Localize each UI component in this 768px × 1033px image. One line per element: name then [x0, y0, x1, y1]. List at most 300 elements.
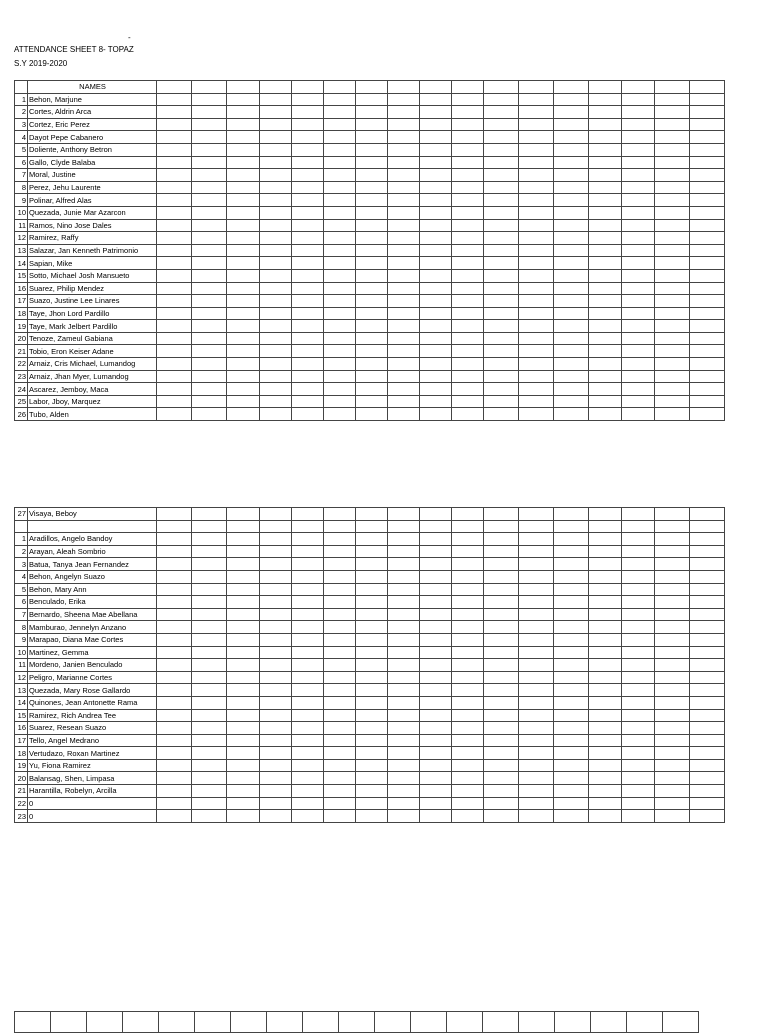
attendance-cell: [292, 81, 324, 94]
student-name: Taye, Mark Jelbert Pardillo: [28, 320, 157, 333]
student-name: Yu, Fiona Ramirez: [28, 759, 157, 772]
attendance-cell: [452, 608, 484, 621]
attendance-cell: [388, 257, 420, 270]
attendance-cell: [324, 533, 356, 546]
school-year: S.Y 2019-2020: [14, 59, 68, 68]
attendance-cell: [292, 797, 324, 810]
attendance-cell: [690, 545, 725, 558]
attendance-cell: [452, 797, 484, 810]
attendance-cell: [157, 583, 192, 596]
attendance-cell: [324, 181, 356, 194]
table-row: [15, 232, 725, 245]
attendance-cell: [388, 747, 420, 760]
row-number: 20: [15, 772, 28, 785]
attendance-cell: [452, 747, 484, 760]
attendance-cell: [356, 722, 388, 735]
row-number: 16: [15, 722, 28, 735]
attendance-cell: [589, 181, 622, 194]
attendance-cell: [157, 747, 192, 760]
attendance-cell: [420, 345, 452, 358]
attendance-cell: [388, 659, 420, 672]
attendance-cell: [519, 131, 554, 144]
attendance-cell: [420, 395, 452, 408]
attendance-cell: [260, 93, 292, 106]
attendance-cell: [690, 570, 725, 583]
attendance-cell: [555, 1012, 591, 1033]
attendance-cell: [484, 370, 519, 383]
attendance-cell: [356, 194, 388, 207]
row-number: 19: [15, 320, 28, 333]
attendance-cell: [655, 370, 690, 383]
student-name: Tobio, Eron Keiser Adane: [28, 345, 157, 358]
attendance-cell: [388, 118, 420, 131]
attendance-cell: [157, 295, 192, 308]
attendance-cell: [554, 156, 589, 169]
student-name: Salazar, Jan Kenneth Patrimonio: [28, 244, 157, 257]
attendance-cell: [589, 232, 622, 245]
attendance-cell: [231, 1012, 267, 1033]
attendance-cell: [420, 785, 452, 798]
attendance-cell: [420, 143, 452, 156]
table-row: [15, 320, 725, 333]
attendance-cell: [292, 583, 324, 596]
attendance-cell: [589, 684, 622, 697]
table-row: [15, 383, 725, 396]
attendance-cell: [356, 408, 388, 421]
attendance-cell: [484, 608, 519, 621]
next-page-table-edge: [14, 1011, 699, 1033]
table-row: [15, 244, 725, 257]
attendance-cell: [157, 370, 192, 383]
attendance-cell: [589, 671, 622, 684]
attendance-cell: [388, 633, 420, 646]
attendance-cell: [227, 143, 260, 156]
attendance-cell: [589, 709, 622, 722]
attendance-cell: [260, 722, 292, 735]
attendance-cell: [622, 558, 655, 571]
attendance-cell: [192, 646, 227, 659]
header-row: [15, 81, 725, 94]
attendance-cell: [519, 358, 554, 371]
attendance-cell: [519, 169, 554, 182]
attendance-cell: [519, 759, 554, 772]
attendance-cell: [157, 156, 192, 169]
attendance-cell: [452, 545, 484, 558]
attendance-cell: [388, 709, 420, 722]
attendance-cell: [589, 257, 622, 270]
attendance-cell: [292, 722, 324, 735]
attendance-cell: [356, 709, 388, 722]
attendance-cell: [192, 533, 227, 546]
attendance-cell: [655, 596, 690, 609]
attendance-cell: [484, 345, 519, 358]
row-number: 4: [15, 570, 28, 583]
attendance-cell: [192, 684, 227, 697]
student-name: Benculado, Erika: [28, 596, 157, 609]
attendance-cell: [655, 633, 690, 646]
student-name: Sapian, Mike: [28, 257, 157, 270]
attendance-cell: [622, 772, 655, 785]
attendance-cell: [420, 194, 452, 207]
attendance-cell: [554, 696, 589, 709]
table-row: [15, 533, 725, 546]
boys-attendance-table: [14, 80, 725, 421]
attendance-cell: [452, 370, 484, 383]
attendance-cell: [192, 244, 227, 257]
attendance-cell: [292, 345, 324, 358]
attendance-cell: [260, 797, 292, 810]
attendance-cell: [690, 596, 725, 609]
attendance-cell: [356, 131, 388, 144]
attendance-cell: [690, 395, 725, 408]
attendance-cell: [292, 169, 324, 182]
student-name: Moral, Justine: [28, 169, 157, 182]
attendance-cell: [324, 156, 356, 169]
attendance-cell: [227, 508, 260, 521]
attendance-cell: [554, 320, 589, 333]
attendance-cell: [388, 232, 420, 245]
table-row: [15, 307, 725, 320]
attendance-cell: [356, 621, 388, 634]
attendance-cell: [292, 206, 324, 219]
attendance-cell: [554, 219, 589, 232]
attendance-cell: [356, 608, 388, 621]
student-name: Labor, Jboy, Marquez: [28, 395, 157, 408]
attendance-cell: [452, 570, 484, 583]
attendance-cell: [388, 143, 420, 156]
student-name: [28, 520, 157, 533]
attendance-cell: [356, 282, 388, 295]
attendance-cell: [655, 508, 690, 521]
attendance-cell: [324, 508, 356, 521]
attendance-cell: [192, 269, 227, 282]
attendance-cell: [227, 608, 260, 621]
attendance-cell: [157, 533, 192, 546]
attendance-cell: [260, 269, 292, 282]
attendance-cell: [356, 734, 388, 747]
attendance-cell: [356, 772, 388, 785]
attendance-cell: [420, 621, 452, 634]
attendance-cell: [589, 131, 622, 144]
attendance-cell: [324, 257, 356, 270]
attendance-cell: [227, 747, 260, 760]
attendance-cell: [356, 383, 388, 396]
attendance-cell: [622, 408, 655, 421]
table-row: [15, 570, 725, 583]
attendance-cell: [452, 659, 484, 672]
attendance-cell: [292, 785, 324, 798]
table-row: [15, 156, 725, 169]
attendance-cell: [356, 106, 388, 119]
attendance-cell: [622, 633, 655, 646]
attendance-cell: [324, 219, 356, 232]
attendance-cell: [484, 257, 519, 270]
attendance-cell: [388, 345, 420, 358]
attendance-cell: [554, 558, 589, 571]
attendance-cell: [356, 219, 388, 232]
attendance-cell: [292, 307, 324, 320]
attendance-cell: [324, 570, 356, 583]
attendance-cell: [227, 194, 260, 207]
row-number: 10: [15, 646, 28, 659]
attendance-cell: [484, 633, 519, 646]
attendance-cell: [622, 810, 655, 823]
attendance-cell: [452, 395, 484, 408]
attendance-cell: [622, 320, 655, 333]
attendance-cell: [260, 194, 292, 207]
attendance-cell: [388, 558, 420, 571]
attendance-cell: [452, 345, 484, 358]
row-number: [15, 81, 28, 94]
student-name: Arnaiz, Cris Michael, Lumandog: [28, 358, 157, 371]
attendance-cell: [484, 671, 519, 684]
attendance-cell: [622, 282, 655, 295]
attendance-cell: [260, 709, 292, 722]
attendance-cell: [554, 181, 589, 194]
student-name: Martinez, Gemma: [28, 646, 157, 659]
attendance-cell: [655, 570, 690, 583]
student-name: Tenoze, Zameul Gabiana: [28, 332, 157, 345]
attendance-cell: [452, 169, 484, 182]
attendance-cell: [655, 646, 690, 659]
attendance-cell: [260, 206, 292, 219]
attendance-cell: [655, 257, 690, 270]
attendance-cell: [519, 282, 554, 295]
attendance-cell: [622, 709, 655, 722]
attendance-cell: [554, 722, 589, 735]
attendance-cell: [484, 181, 519, 194]
attendance-cell: [484, 383, 519, 396]
row-number: 6: [15, 596, 28, 609]
attendance-cell: [420, 520, 452, 533]
attendance-cell: [655, 659, 690, 672]
attendance-cell: [356, 320, 388, 333]
attendance-cell: [192, 810, 227, 823]
attendance-cell: [260, 345, 292, 358]
attendance-cell: [589, 143, 622, 156]
attendance-cell: [554, 295, 589, 308]
attendance-cell: [192, 206, 227, 219]
attendance-cell: [622, 533, 655, 546]
attendance-cell: [292, 219, 324, 232]
attendance-cell: [519, 570, 554, 583]
attendance-cell: [157, 785, 192, 798]
attendance-cell: [227, 156, 260, 169]
attendance-cell: [519, 810, 554, 823]
attendance-cell: [690, 558, 725, 571]
attendance-cell: [484, 131, 519, 144]
attendance-cell: [655, 671, 690, 684]
attendance-cell: [260, 106, 292, 119]
attendance-cell: [356, 118, 388, 131]
attendance-cell: [192, 106, 227, 119]
attendance-cell: [192, 608, 227, 621]
attendance-cell: [452, 106, 484, 119]
table-row: [15, 684, 725, 697]
attendance-cell: [554, 282, 589, 295]
attendance-cell: [622, 307, 655, 320]
attendance-cell: [519, 181, 554, 194]
attendance-cell: [292, 671, 324, 684]
attendance-cell: [260, 696, 292, 709]
attendance-cell: [690, 734, 725, 747]
attendance-cell: [227, 772, 260, 785]
attendance-cell: [388, 320, 420, 333]
attendance-cell: [260, 370, 292, 383]
attendance-cell: [324, 759, 356, 772]
attendance-cell: [157, 118, 192, 131]
attendance-cell: [388, 358, 420, 371]
attendance-cell: [324, 169, 356, 182]
attendance-cell: [227, 621, 260, 634]
attendance-cell: [655, 106, 690, 119]
attendance-cell: [157, 696, 192, 709]
attendance-cell: [420, 570, 452, 583]
attendance-cell: [292, 282, 324, 295]
attendance-cell: [324, 734, 356, 747]
attendance-cell: [655, 232, 690, 245]
attendance-cell: [554, 370, 589, 383]
attendance-cell: [452, 533, 484, 546]
student-name: Ascarez, Jemboy, Maca: [28, 383, 157, 396]
attendance-cell: [655, 169, 690, 182]
attendance-cell: [589, 332, 622, 345]
row-number: 26: [15, 408, 28, 421]
attendance-cell: [420, 181, 452, 194]
attendance-cell: [324, 295, 356, 308]
attendance-cell: [324, 131, 356, 144]
attendance-cell: [690, 282, 725, 295]
attendance-cell: [260, 307, 292, 320]
attendance-cell: [690, 520, 725, 533]
attendance-cell: [519, 320, 554, 333]
attendance-cell: [260, 408, 292, 421]
attendance-cell: [292, 772, 324, 785]
attendance-cell: [589, 646, 622, 659]
attendance-cell: [452, 269, 484, 282]
attendance-cell: [192, 345, 227, 358]
attendance-cell: [554, 395, 589, 408]
table-row: [15, 545, 725, 558]
attendance-cell: [292, 194, 324, 207]
attendance-cell: [356, 169, 388, 182]
attendance-cell: [452, 232, 484, 245]
attendance-cell: [655, 797, 690, 810]
attendance-cell: [192, 232, 227, 245]
attendance-cell: [292, 269, 324, 282]
attendance-cell: [420, 558, 452, 571]
attendance-cell: [484, 583, 519, 596]
attendance-cell: [356, 206, 388, 219]
attendance-cell: [420, 307, 452, 320]
attendance-cell: [589, 269, 622, 282]
attendance-cell: [227, 558, 260, 571]
attendance-cell: [690, 320, 725, 333]
attendance-cell: [452, 646, 484, 659]
student-name: Sotto, Michael Josh Mansueto: [28, 269, 157, 282]
attendance-cell: [484, 332, 519, 345]
attendance-cell: [447, 1012, 483, 1033]
attendance-cell: [388, 206, 420, 219]
table-row: [15, 633, 725, 646]
attendance-cell: [452, 156, 484, 169]
attendance-cell: [324, 358, 356, 371]
attendance-cell: [420, 734, 452, 747]
attendance-cell: [690, 106, 725, 119]
attendance-cell: [589, 118, 622, 131]
attendance-cell: [260, 181, 292, 194]
attendance-cell: [227, 659, 260, 672]
attendance-cell: [484, 118, 519, 131]
attendance-cell: [157, 81, 192, 94]
table-row: [15, 659, 725, 672]
attendance-cell: [554, 408, 589, 421]
attendance-cell: [420, 772, 452, 785]
table-row: [15, 370, 725, 383]
table-row: [15, 785, 725, 798]
attendance-cell: [484, 533, 519, 546]
attendance-cell: [622, 671, 655, 684]
attendance-cell: [519, 206, 554, 219]
attendance-cell: [356, 395, 388, 408]
attendance-cell: [589, 608, 622, 621]
attendance-cell: [622, 596, 655, 609]
attendance-cell: [260, 520, 292, 533]
attendance-cell: [388, 219, 420, 232]
attendance-cell: [192, 395, 227, 408]
row-number: 22: [15, 797, 28, 810]
attendance-cell: [519, 93, 554, 106]
attendance-cell: [227, 244, 260, 257]
attendance-cell: [356, 345, 388, 358]
attendance-cell: [192, 194, 227, 207]
attendance-cell: [690, 156, 725, 169]
attendance-cell: [227, 408, 260, 421]
attendance-cell: [655, 558, 690, 571]
row-number: 4: [15, 131, 28, 144]
attendance-cell: [388, 696, 420, 709]
attendance-cell: [554, 759, 589, 772]
attendance-cell: [589, 358, 622, 371]
attendance-cell: [260, 332, 292, 345]
row-number: 18: [15, 307, 28, 320]
attendance-cell: [554, 545, 589, 558]
attendance-cell: [622, 206, 655, 219]
attendance-cell: [324, 785, 356, 798]
attendance-cell: [192, 358, 227, 371]
attendance-cell: [420, 684, 452, 697]
attendance-cell: [157, 646, 192, 659]
attendance-cell: [452, 257, 484, 270]
attendance-cell: [452, 596, 484, 609]
attendance-cell: [192, 596, 227, 609]
attendance-cell: [227, 169, 260, 182]
row-number: 7: [15, 169, 28, 182]
attendance-cell: [655, 269, 690, 282]
attendance-cell: [452, 383, 484, 396]
attendance-cell: [690, 696, 725, 709]
attendance-cell: [452, 633, 484, 646]
attendance-cell: [452, 131, 484, 144]
attendance-cell: [157, 596, 192, 609]
attendance-cell: [690, 722, 725, 735]
attendance-cell: [519, 545, 554, 558]
attendance-cell: [324, 797, 356, 810]
row-number: 12: [15, 671, 28, 684]
attendance-cell: [554, 169, 589, 182]
attendance-cell: [157, 671, 192, 684]
attendance-cell: [420, 696, 452, 709]
